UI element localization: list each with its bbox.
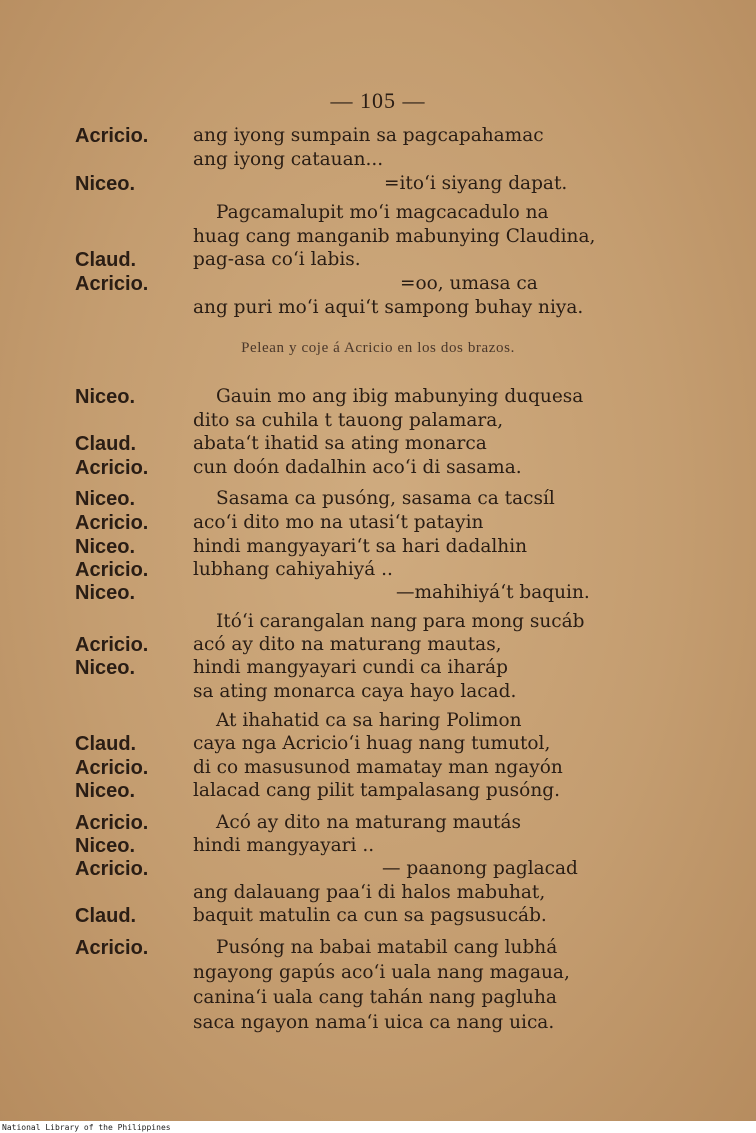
verse-text: dito sa cuhila t tauong palamara, (193, 410, 504, 431)
verse-text: sa ating monarca caya hayo lacad. (193, 681, 517, 702)
dialogue-line (0, 455, 756, 481)
verse-text: —mahihiyá‘t baquin. (396, 582, 590, 603)
verse-text: At ihahatid ca sa haring Polimon (216, 710, 522, 731)
dialogue-line (0, 1010, 756, 1036)
speaker-label: Acricio. (75, 512, 149, 534)
verse-text: Pusóng na babai matabil cang lubhá (216, 937, 558, 958)
verse-text: cun doón dadalhin aco‘i di sasama. (193, 457, 522, 478)
speaker-label: Acricio. (75, 634, 149, 656)
verse-text: ang puri mo‘i aqui‘t sampong buhay niya. (193, 297, 584, 318)
verse-text: ang dalauang paa‘i di halos mabuhat, (193, 882, 546, 903)
dialogue-line (0, 200, 756, 226)
speaker-label: Niceo. (75, 780, 136, 802)
speaker-label: Acricio. (75, 757, 149, 779)
verse-text: hindi mangyayari .. (193, 835, 375, 856)
speaker-label: Niceo. (75, 582, 136, 604)
verse-text: Acó ay dito na maturang mautás (216, 812, 522, 833)
verse-text: di co masusunod mamatay man ngayón (193, 757, 563, 778)
verse-text: lalacad cang pilit tampalasang pusóng. (193, 780, 560, 801)
verse-text: acó ay dito na maturang mautas, (193, 634, 502, 655)
speaker-label: Niceo. (75, 488, 136, 510)
speaker-label: Acricio. (75, 457, 149, 479)
dialogue-line (0, 778, 756, 804)
dialogue-line (0, 580, 756, 606)
verse-text: hindi mangyayari‘t sa hari dadalhin (193, 536, 528, 557)
dialogue-line (0, 486, 756, 512)
verse-text: abata‘t ihatid sa ating monarca (193, 433, 487, 454)
dialogue-line (0, 147, 756, 173)
verse-text: Gauin mo ang ibig mabunying duquesa (216, 386, 584, 407)
speaker-label: Acricio. (75, 125, 149, 147)
page-number: — 105 — (330, 88, 426, 113)
verse-text: Sasama ca pusóng, sasama ca tacsíl (216, 488, 555, 509)
speaker-label: Claud. (75, 733, 137, 755)
verse-text: canina‘i uala cang tahán nang pagluha (193, 987, 557, 1008)
dialogue-line (0, 655, 756, 681)
speaker-label: Niceo. (75, 657, 136, 679)
speaker-label: Acricio. (75, 273, 149, 295)
verse-text: aco‘i dito mo na utasi‘t patayin (193, 512, 484, 533)
verse-text: — paanong paglacad (382, 858, 578, 879)
dialogue-line (0, 960, 756, 986)
verse-text: ang iyong sumpain sa pagcapahamac (193, 125, 544, 146)
verse-text: huag cang manganib mabunying Claudina, (193, 226, 596, 247)
verse-text: ang iyong catauan... (193, 149, 384, 170)
stage-direction: Pelean y coje á Acricio en los dos brazos. (241, 340, 515, 356)
dialogue-line (0, 271, 756, 297)
verse-text: Itó‘i carangalan nang para mong sucáb (216, 611, 585, 632)
speaker-label: Acricio. (75, 858, 149, 880)
verse-text: lubhang cahiyahiyá .. (193, 559, 393, 580)
speaker-label: Niceo. (75, 536, 136, 558)
speaker-label: Acricio. (75, 812, 149, 834)
dialogue-line (0, 731, 756, 757)
verse-text: Pagcamalupit mo‘i magcacadulo na (216, 202, 549, 223)
verse-text: caya nga Acricio‘i huag nang tumutol, (193, 733, 551, 754)
speaker-label: Claud. (75, 433, 137, 455)
dialogue-line (0, 431, 756, 457)
verse-text: hindi mangyayari cundi ca iharáp (193, 657, 508, 678)
verse-text: baquit matulin ca cun sa pagsusucáb. (193, 905, 547, 926)
library-credit: National Library of the Philippines (2, 1123, 171, 1132)
speaker-label: Acricio. (75, 937, 149, 959)
verse-text: =ito‘i siyang dapat. (384, 173, 568, 194)
dialogue-line (0, 985, 756, 1011)
speaker-label: Claud. (75, 905, 137, 927)
dialogue-line (0, 903, 756, 929)
dialogue-line (0, 171, 756, 197)
dialogue-line (0, 123, 756, 149)
verse-text: pag-asa co‘i labis. (193, 249, 361, 270)
dialogue-line (0, 679, 756, 705)
speaker-label: Niceo. (75, 173, 136, 195)
speaker-label: Niceo. (75, 386, 136, 408)
dialogue-line (0, 384, 756, 410)
speaker-label: Claud. (75, 249, 137, 271)
dialogue-line (0, 295, 756, 321)
dialogue-line (0, 856, 756, 882)
dialogue-line (0, 247, 756, 273)
speaker-label: Niceo. (75, 835, 136, 857)
speaker-label: Acricio. (75, 559, 149, 581)
dialogue-line (0, 510, 756, 536)
verse-text: saca ngayon nama‘i uica ca nang uica. (193, 1012, 555, 1033)
verse-text: =oo, umasa ca (400, 273, 538, 294)
verse-text: ngayong gapús aco‘i uala nang magaua, (193, 962, 570, 983)
dialogue-line (0, 935, 756, 961)
